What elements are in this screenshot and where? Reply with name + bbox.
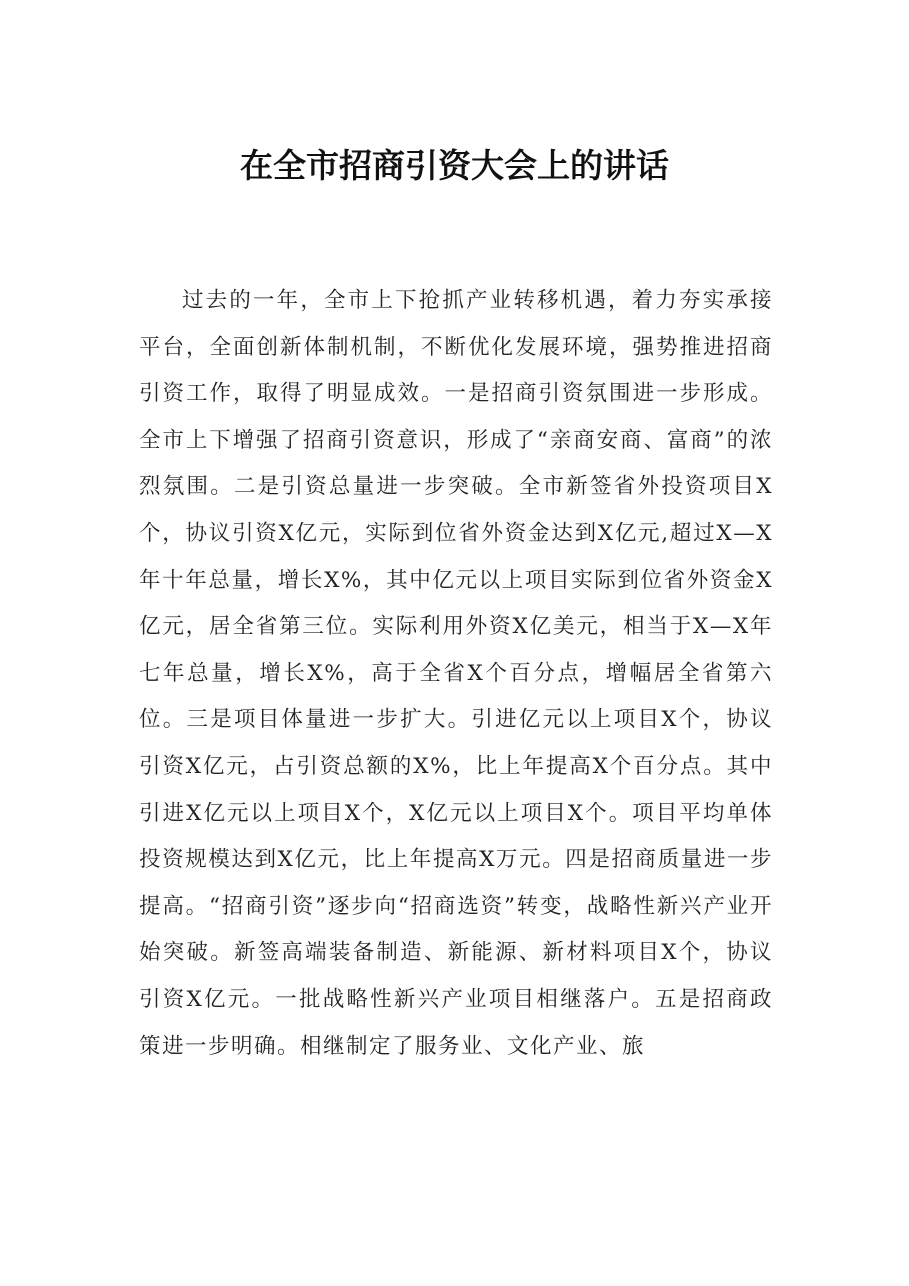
body-paragraph: 过去的一年，全市上下抢抓产业转移机遇，着力夯实承接平台，全面创新体制机制，不断优化发展环境，强势推进招商引资工作，取得了明显成效。一是招商引资氛围进一步形成。全市上下增强了招商引资意识，形成了“亲商安商、富商”的浓烈氛围。二是引资总量进一步突破。全市新签省外投资项目X个，协议引资X亿元，实际到位省外资金达到X亿元,超过X—X年十年总量，增长X%，其中亿元以上项目实际到位省外资金X亿元，居全省第三位。实际利用外资X亿美元，相当于X—X年七年总量，增长X%，高于全省X个百分点，增幅居全省第六位。三是项目体量进一步扩大。引进亿元以上项目X个，协议引资X亿元，占引资总额的X%，比上年提高X个百分点。其中引进X亿元以上项目X个，X亿元以上项目X个。项目平均单体投资规模达到X亿元，比上年提高X万元。四是招商质量进一步提高。“招商引资”逐步向“招商选资”转变，战略性新兴产业开始突破。新签高端装备制造、新能源、新材料项目X个，协议引资X亿元。一批战略性新兴产业项目相继落户。五是招商政策进一步明确。相继制定了服务业、文化产业、旅 (139, 288, 773, 1059)
document-title: 在全市招商引资大会上的讲话 (240, 146, 669, 185)
